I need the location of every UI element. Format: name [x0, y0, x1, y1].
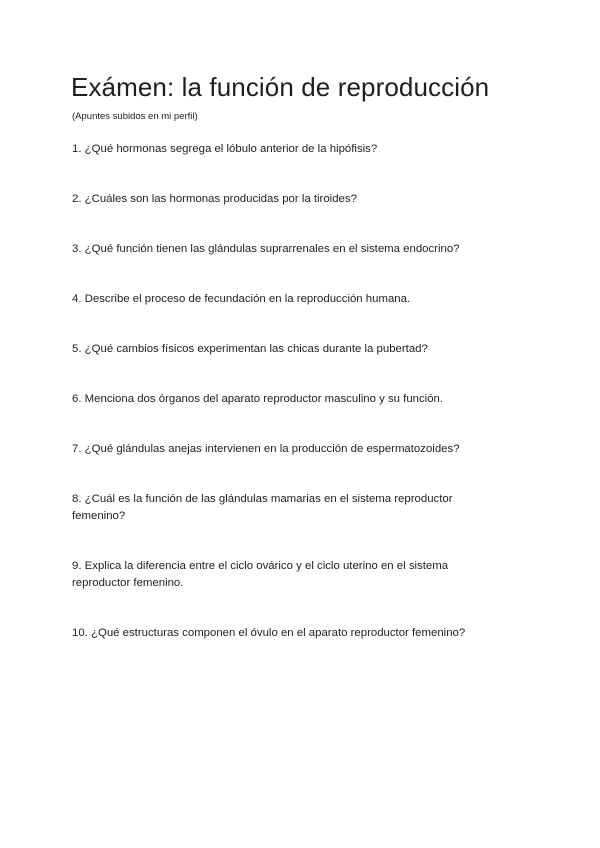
question-2: 2. ¿Cuáles son las hormonas producidas por la tiroides? [72, 193, 357, 205]
question-1: 1. ¿Qué hormonas segrega el lóbulo anterior de la hipófisis? [72, 143, 378, 155]
question-7: 7. ¿Qué glándulas anejas intervienen en la producción de espermatozoides? [72, 443, 460, 455]
page-title: Exámen: la función de reproducción [71, 72, 490, 102]
question-5: 5. ¿Qué cambios físicos experimentan las chicas durante la pubertad? [72, 343, 428, 355]
question-9: 9. Explica la diferencia entre el ciclo ovárico y el ciclo uterino en el sistema reproductor femenino. [72, 560, 449, 589]
page-subtitle: (Apuntes subidos en mi perfil) [72, 111, 198, 122]
question-8: 8. ¿Cuál es la función de las glándulas mamarias en el sistema reproductor femenino? [72, 493, 453, 522]
question-4: 4. Describe el proceso de fecundación en la reproducción humana. [72, 293, 411, 305]
question-10: 10. ¿Qué estructuras componen el óvulo en el aparato reproductor femenino? [72, 627, 466, 639]
question-3: 3. ¿Qué función tienen las glándulas suprarrenales en el sistema endocrino? [72, 243, 460, 255]
question-6: 6. Menciona dos órganos del aparato reproductor masculino y su función. [72, 393, 444, 405]
